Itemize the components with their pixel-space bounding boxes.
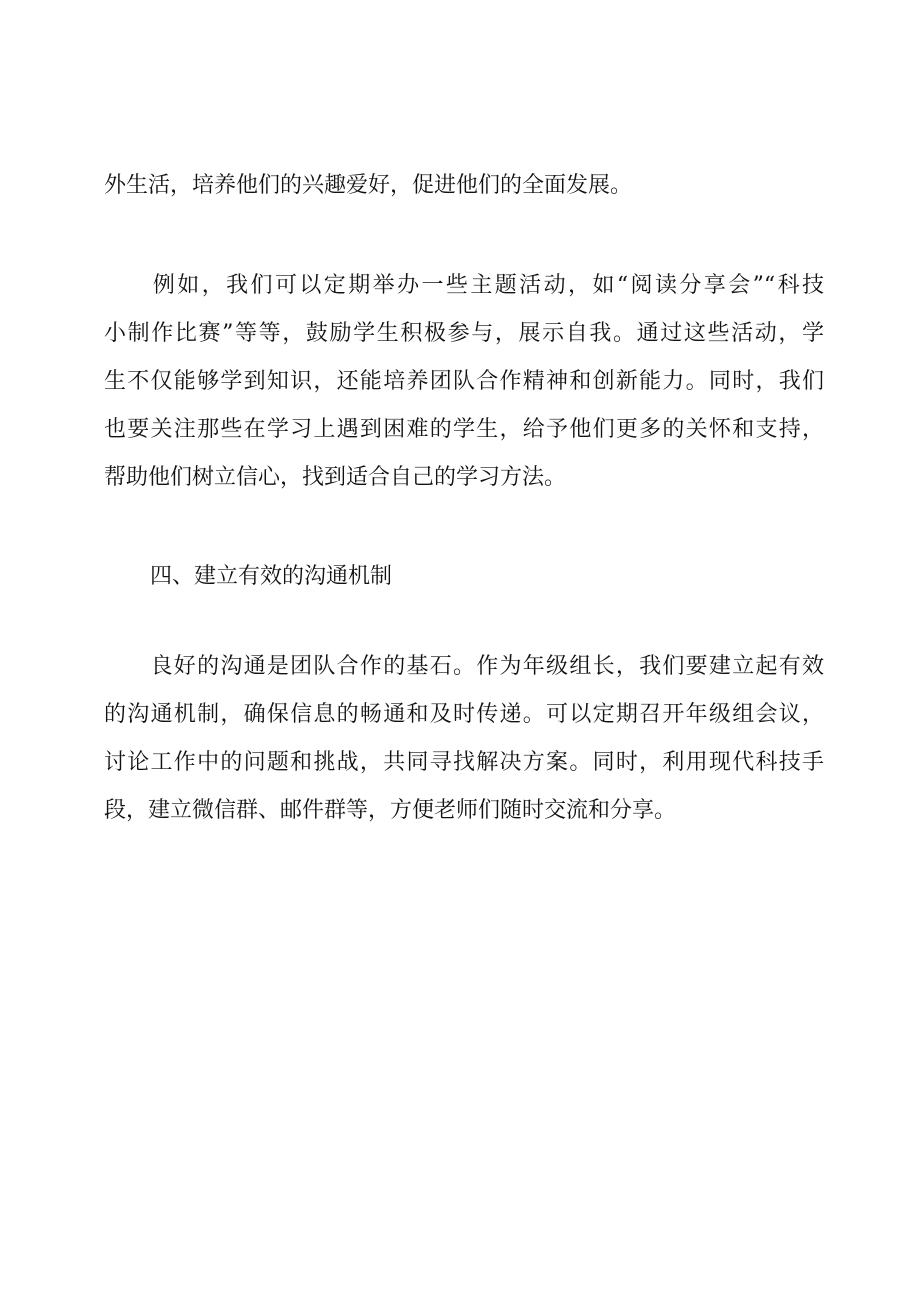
paragraph-line: 良好的沟通是团队合作的基石。作为年级组长，我们要建立起有效 [104,654,824,679]
paragraph-continuation [104,162,824,210]
paragraph-line: 例如，我们可以定期举办一些主题活动，如“阅读分享会”“科技 [104,273,824,298]
paragraph-line: 讨论工作中的问题和挑战，共同寻找解决方案。同时，利用现代科技手 [104,750,824,775]
paragraph-line: 帮助他们树立信心，找到适合自己的学习方法。 [104,465,567,490]
section-heading: 四、建立有效的沟通机制 [150,564,393,589]
paragraph-line: 生不仅能够学到知识，还能培养团队合作精神和创新能力。同时，我们 [104,369,824,394]
paragraph-line: 段，建立微信群、邮件群等，方便老师们随时交流和分享。 [104,798,677,823]
paragraph-example [104,262,824,502]
paragraph-line: 小制作比赛”等等，鼓励学生积极参与，展示自我。通过这些活动，学 [104,321,824,346]
paragraph-communication [104,643,824,835]
paragraph-line: 也要关注那些在学习上遇到困难的学生，给予他们更多的关怀和支持， [104,417,824,442]
paragraph-line: 外生活，培养他们的兴趣爱好，促进他们的全面发展。 [104,173,633,198]
paragraph-line: 的沟通机制，确保信息的畅通和及时传递。可以定期召开年级组会议， [104,702,824,727]
